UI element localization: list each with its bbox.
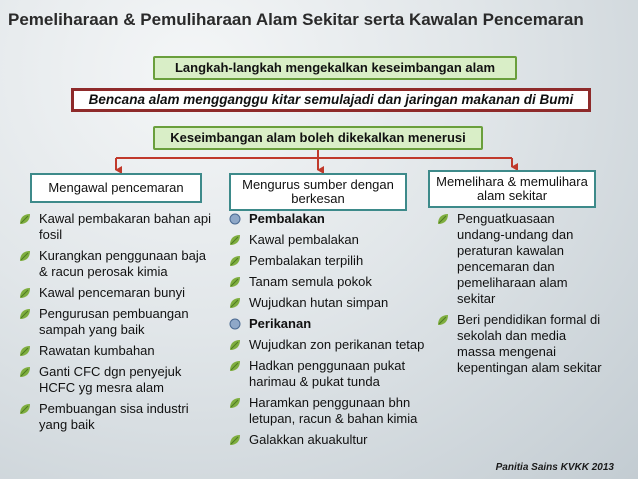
list-item xyxy=(435,312,605,376)
list-item-text: Kurangkan penggunaan baja & racun perosak kimia xyxy=(39,248,206,279)
round-bullet-icon xyxy=(229,213,241,225)
leaf-bullet-icon xyxy=(437,213,449,225)
leaf-bullet-icon xyxy=(229,397,241,409)
list-item-text: Tanam semula pokok xyxy=(249,274,372,289)
list-item xyxy=(17,211,217,243)
leaf-bullet-icon xyxy=(229,276,241,288)
list-item xyxy=(227,211,437,227)
leaf-bullet-icon xyxy=(19,250,31,262)
list-item-text: Beri pendidikan formal di sekolah dan media massa mengenai kepentingan alam sekitar xyxy=(457,312,602,375)
list-item-text: Pembuangan sisa industri yang baik xyxy=(39,401,189,432)
list-item-text: Galakkan akuakultur xyxy=(249,432,368,447)
leaf-bullet-icon xyxy=(437,314,449,326)
column-mengawal-pencemaran xyxy=(17,211,217,438)
leaf-bullet-icon xyxy=(19,366,31,378)
leaf-bullet-icon xyxy=(19,213,31,225)
leaf-bullet-icon xyxy=(229,234,241,246)
slide-title: Pemeliharaan & Pemuliharaan Alam Sekitar serta Kawalan Pencemaran xyxy=(8,10,584,29)
list-item xyxy=(227,316,437,332)
box-langkah: Langkah-langkah mengekalkan keseimbangan alam xyxy=(153,56,517,80)
leaf-bullet-icon xyxy=(19,345,31,357)
list-item-text: Haramkan penggunaan bhn letupan, racun & bahan kimia xyxy=(249,395,418,426)
list-item-text: Wujudkan zon perikanan tetap xyxy=(249,337,425,352)
leaf-bullet-icon xyxy=(229,339,241,351)
list-item-text: Kawal pembalakan xyxy=(249,232,359,247)
list-item xyxy=(227,253,437,269)
leaf-bullet-icon xyxy=(229,255,241,267)
list-item xyxy=(227,432,437,448)
list-item xyxy=(17,401,217,433)
list-item-text: Penguatkuasaan undang-undang dan peraturan kawalan pencemaran dan pemeliharaan alam sekitar xyxy=(457,211,574,306)
list-item xyxy=(227,337,437,353)
leaf-bullet-icon xyxy=(229,434,241,446)
list-item-text: Kawal pembakaran bahan api fosil xyxy=(39,211,212,242)
list-item xyxy=(17,343,217,359)
leaf-bullet-icon xyxy=(19,287,31,299)
credit-text: Panitia Sains KVKK 2013 xyxy=(495,462,614,473)
list-item-text: Pembalakan xyxy=(249,211,325,226)
category-mengawal-pencemaran: Mengawal pencemaran xyxy=(30,173,202,203)
list-item xyxy=(227,295,437,311)
list-item-text: Hadkan penggunaan pukat harimau & pukat tunda xyxy=(249,358,406,389)
box-keseimbangan: Keseimbangan alam boleh dikekalkan menerusi xyxy=(153,126,483,150)
list-item-text: Wujudkan hutan simpan xyxy=(249,295,389,310)
leaf-bullet-icon xyxy=(229,297,241,309)
list-item xyxy=(227,232,437,248)
leaf-bullet-icon xyxy=(19,403,31,415)
list-item xyxy=(17,248,217,280)
leaf-bullet-icon xyxy=(19,308,31,320)
list-item-text: Ganti CFC dgn penyejuk HCFC yg mesra alam xyxy=(39,364,182,395)
list-item-text: Pengurusan pembuangan sampah yang baik xyxy=(39,306,189,337)
leaf-bullet-icon xyxy=(229,360,241,372)
list-item xyxy=(17,285,217,301)
list-item xyxy=(227,395,437,427)
list-item-text: Rawatan kumbahan xyxy=(39,343,155,358)
list-item-text: Perikanan xyxy=(249,316,312,331)
list-item xyxy=(227,274,437,290)
column-mengurus-sumber xyxy=(227,211,437,453)
category-mengurus-sumber: Mengurus sumber dengan berkesan xyxy=(229,173,407,211)
round-bullet-icon xyxy=(229,318,241,330)
list-item-text: Kawal pencemaran bunyi xyxy=(39,285,185,300)
list-item xyxy=(435,211,605,307)
column-memelihara-alam xyxy=(435,211,605,381)
list-item xyxy=(17,364,217,396)
box-bencana: Bencana alam mengganggu kitar semulajadi dan jaringan makanan di Bumi xyxy=(71,88,591,112)
list-item-text: Pembalakan terpilih xyxy=(249,253,364,268)
category-memelihara-alam: Memelihara & memulihara alam sekitar xyxy=(428,170,596,208)
list-item xyxy=(17,306,217,338)
list-item xyxy=(227,358,437,390)
